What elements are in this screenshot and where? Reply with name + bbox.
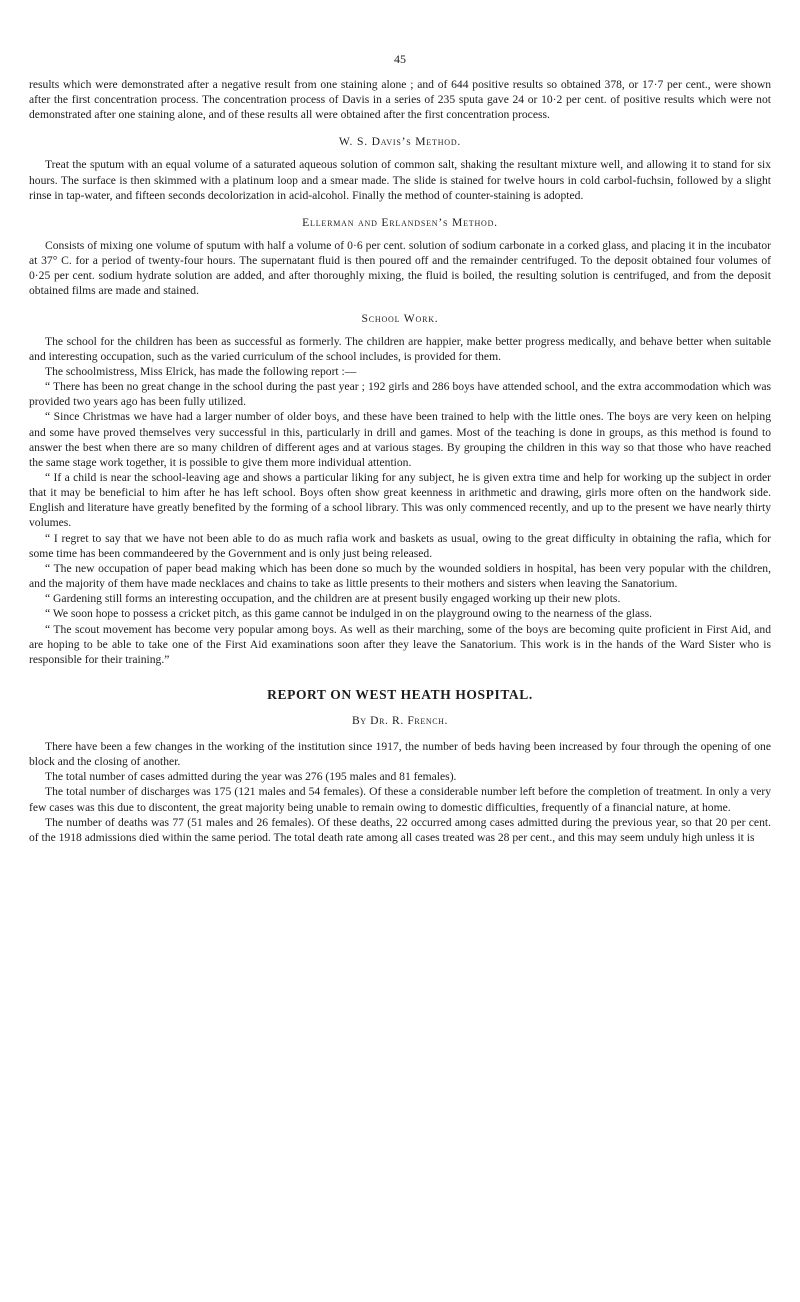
report-paragraph: The number of deaths was 77 (51 males and 26 females). Of these deaths, 22 occurred among cases admitted during the previous year, so that 20 per cent. of the 1918 admissions died within the same period. The total death rate among all cases treated was 28 per cent., and this may seem unduly high unless it is [29, 815, 771, 844]
ellerman-method-heading: Ellerman and Erlandsen’s Method. [302, 215, 498, 229]
report-paragraph: The total number of discharges was 175 (121 males and 54 females). Of these a considerable number left before the completion of treatment. In only a very few cases was this due to discontent, the great majority being unable to remain owing to domestic difficulties, frequently of a financial nature, at home. [29, 785, 771, 814]
school-paragraph: The schoolmistress, Miss Elrick, has made the following report :— [45, 364, 357, 378]
school-work-heading: School Work. [361, 311, 439, 325]
davis-method-heading: W. S. Davis’s Method. [338, 135, 462, 149]
page-number: 45 [394, 52, 406, 66]
davis-method-body: Treat the sputum with an equal volume of a saturated aqueous solution of common salt, shaking the resultant mixture well, and allowing it to stand for six hours. The surface is then skimmed with a platinum loop and a smear made. The slide is stained for twelve hours in cold carbol-fuchsin, followed by a slight rinse in tap-water, and fifteen seconds decolorization in acid-alcohol. Finally the method of counter-staining is adopted. [29, 158, 771, 202]
document-page [29, 0, 771, 845]
school-paragraph: “ There has been no great change in the school during the past year ; 192 girls and 286 boys have attended school, and the extra accommodation which was provided two years ago has been fully utilized. [29, 380, 771, 409]
report-title: REPORT ON WEST HEATH HOSPITAL. [267, 687, 533, 702]
school-paragraph: “ I regret to say that we have not been able to do as much rafia work and baskets as usual, owing to the great difficulty in obtaining the rafia, which for some time has been commandeered by the Government and is only just being released. [29, 531, 771, 560]
intro-paragraph: results which were demonstrated after a negative result from one staining alone ; and of 644 positive results so obtained 378, or 17·7 per cent., were shown after the first concentration process. The concentration process of Davis in a series of 235 sputa gave 24 or 10·2 per cent. of positive results which were not demonstrated after one staining alone, and of these results all were obtained after the first concentration process. [29, 78, 771, 122]
school-paragraph: The school for the children has been as successful as formerly. The children are happier, make better progress medically, and behave better when suitable and interesting occupation, such as the varied curriculum of the school includes, is provided for them. [29, 334, 771, 363]
school-paragraph: “ Gardening still forms an interesting occupation, and the children are at present busily engaged working up their new plots. [45, 592, 621, 606]
report-paragraph: The total number of cases admitted during the year was 276 (195 males and 81 females). [45, 770, 457, 784]
school-paragraph: “ If a child is near the school-leaving age and shows a particular liking for any subject, he is given extra time and help for working up the subject in order that it may be beneficial to him after he has left school. Boys often show great keenness in arithmetic and drawing, girls more often on the handwork side. English and literature have greatly benefited by the forming of a school library. This was only commenced recently, and up to the present we have nearly thirty volumes. [29, 470, 771, 530]
school-paragraph: “ We soon hope to possess a cricket pitch, as this game cannot be indulged in on the playground owing to the nearness of the glass. [45, 607, 653, 621]
report-byline: By Dr. R. French. [351, 714, 449, 727]
report-paragraph: There have been a few changes in the working of the institution since 1917, the number of beds having been increased by four through the opening of one block and the closing of another. [29, 740, 771, 769]
school-paragraph: “ Since Christmas we have had a larger number of older boys, and these have been trained to help with the little ones. The boys are very keen on helping and some have proved themselves very successful in this, particularly in drill and games. Most of the teaching is done in groups, as this method is found to answer the best when there are so many children of different ages and at various stages. By grouping the children in this way so that those who have reached the same stage work together, it is possible to give them more individual attention. [29, 410, 771, 469]
ellerman-method-body: Consists of mixing one volume of sputum with half a volume of 0·6 per cent. solution of sodium carbonate in a corked glass, and placing it in the incubator at 37° C. for a period of twenty-four hours. The supernatant fluid is then poured off and the remainder centrifuged. To the deposit obtained four volumes of 0·25 per cent. sodium hydrate solution are added, and after thoroughly mixing, the fluid is boiled, the resulting solution is centrifuged, and from the deposit obtained films are made and stained. [29, 238, 771, 298]
school-paragraph: “ The new occupation of paper bead making which has been done so much by the wounded soldiers in hospital, has been very popular with the children, and the majority of them have made necklaces and chains to take as little presents to their mothers and sisters when leaving the Sanatorium. [29, 561, 771, 591]
school-paragraph: “ The scout movement has become very popular among boys. As well as their marching, some of the boys are becoming quite proficient in First Aid, and are hoping to be able to take one of the First Aid examinations soon after they leave the Sanatorium. This work is in the hands of the Ward Sister who is responsible for their training.” [29, 622, 771, 666]
